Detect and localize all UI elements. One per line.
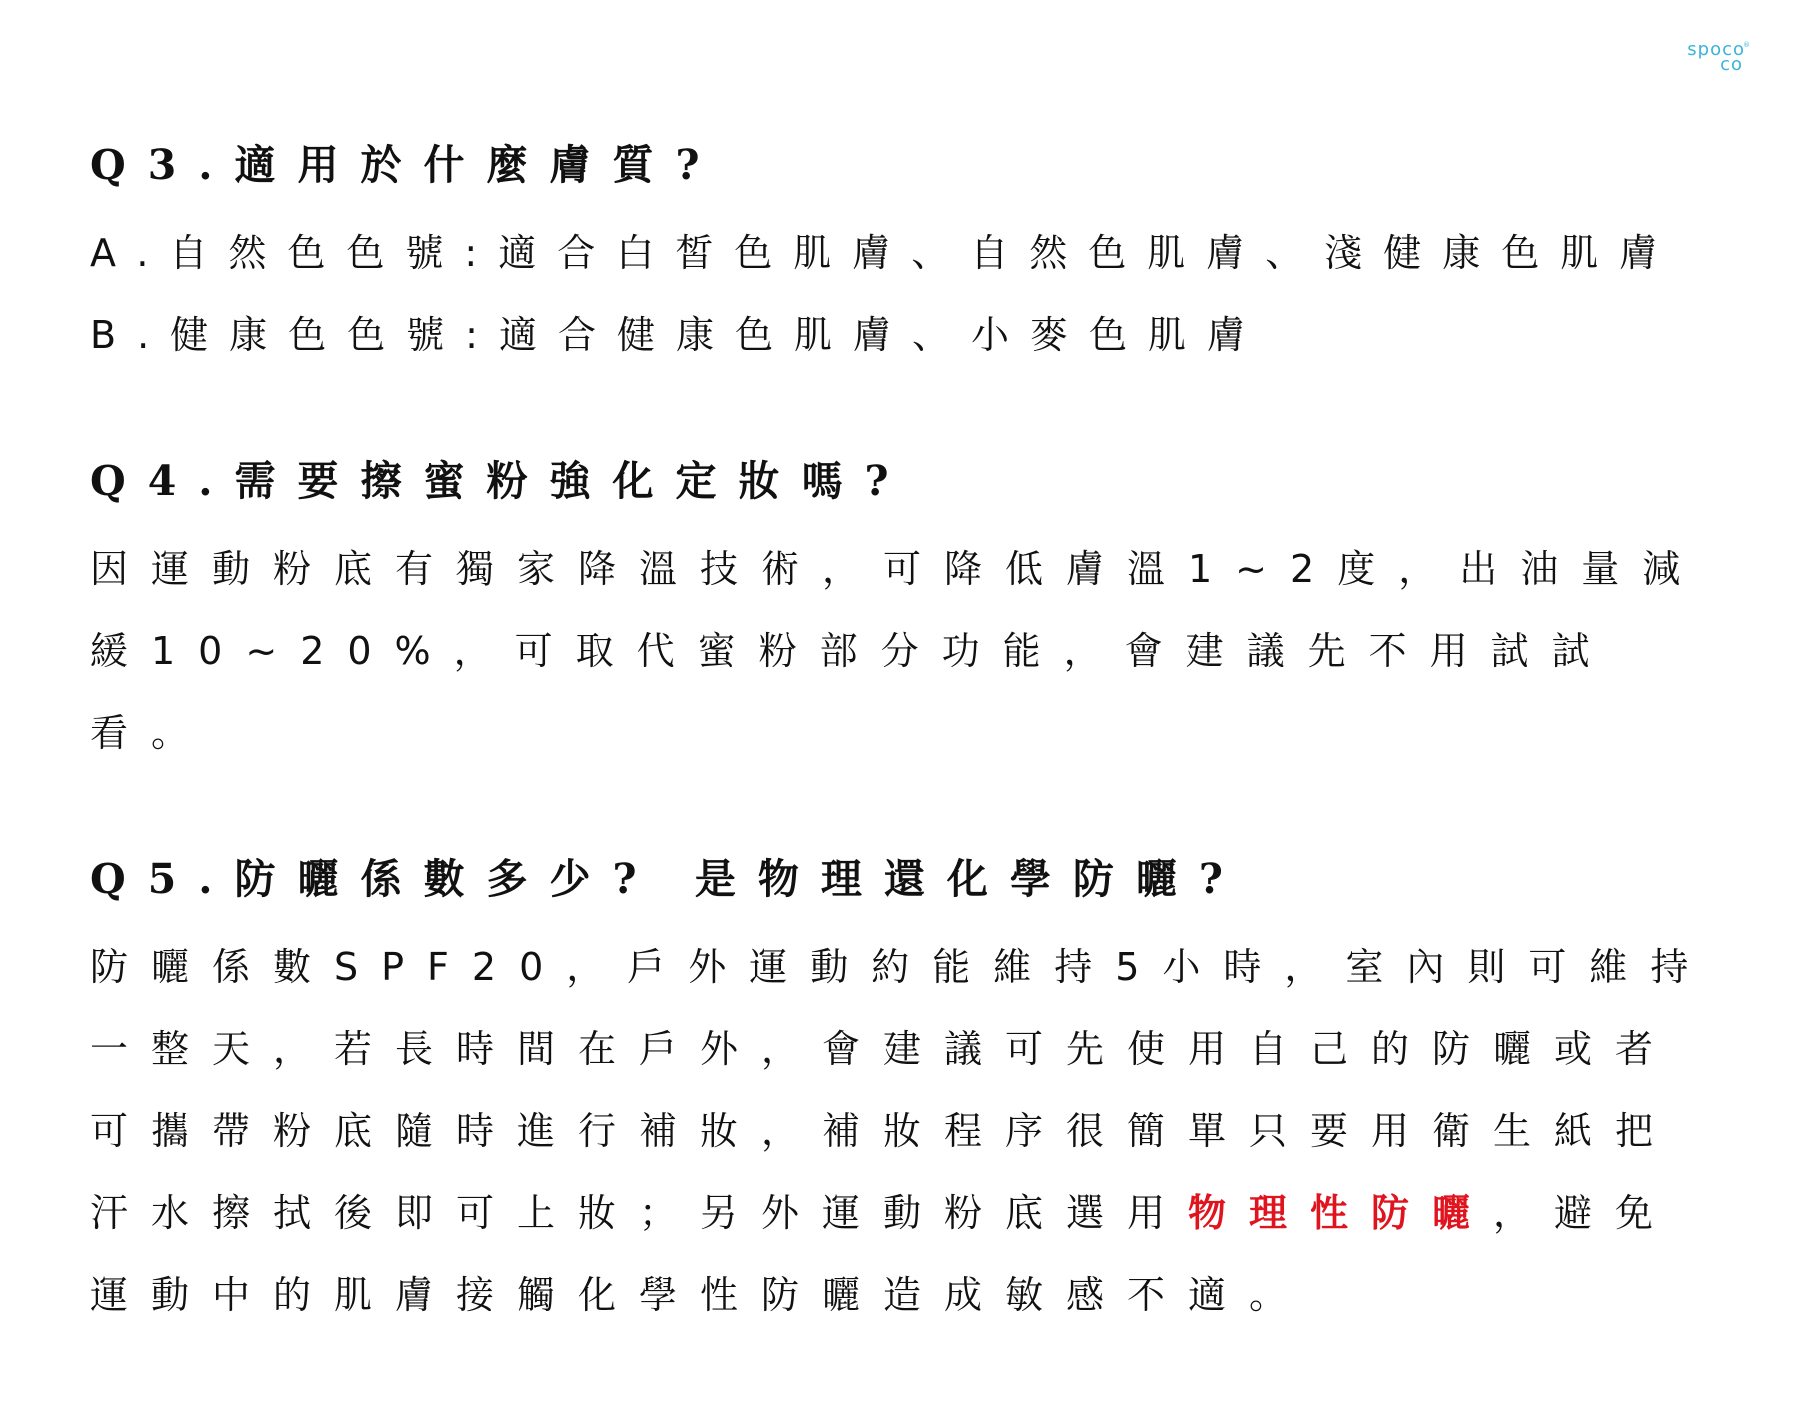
q4-answer: 因運動粉底有獨家降溫技術，可降低膚溫1~2度，出油量減緩10~20%，可取代蜜粉部分功能，會建議先不用試試看。 xyxy=(90,547,1704,755)
q4-heading: Q4.需要擦蜜粉強化定妝嗎? xyxy=(90,457,911,505)
q5-answer-part2: ，避免運動中的肌膚接觸化學性防曬造成敏感不適。 xyxy=(90,1191,1677,1317)
q3-heading: Q3.適用於什麼膚質? xyxy=(90,141,722,189)
q5-answer-highlight: 物理性防曬 xyxy=(1188,1191,1494,1235)
faq-q4 xyxy=(90,446,1730,774)
q5-answer xyxy=(90,926,1730,1336)
faq-content xyxy=(90,130,1730,1406)
q5-answer-part1: 防曬係數SPF20，戶外運動約能維持5小時，室內則可維持一整天，若長時間在戶外，會建議可先使用自己的防曬或者可攜帶粉底隨時進行補妝，補妝程序很簡單只要用衛生紙把汗水擦拭後即可上妝；另外運動粉底選用 xyxy=(90,945,1712,1235)
faq-q3 xyxy=(90,130,1730,376)
logo-text-line2: co xyxy=(1720,54,1743,75)
brand-logo xyxy=(1665,39,1751,75)
q3-answer-b: B.健康色色號:適合健康色肌膚、小麥色肌膚 xyxy=(90,313,1266,357)
logo-text-line1: spoco xyxy=(1687,39,1745,60)
registered-mark: ® xyxy=(1743,41,1751,49)
q3-answer-a: A.自然色色號:適合白皙色肌膚、自然色肌膚、淺健康色肌膚 xyxy=(90,231,1679,275)
q5-heading: Q5.防曬係數多少? 是物理還化學防曬? xyxy=(90,855,1245,903)
faq-q5 xyxy=(90,844,1730,1336)
